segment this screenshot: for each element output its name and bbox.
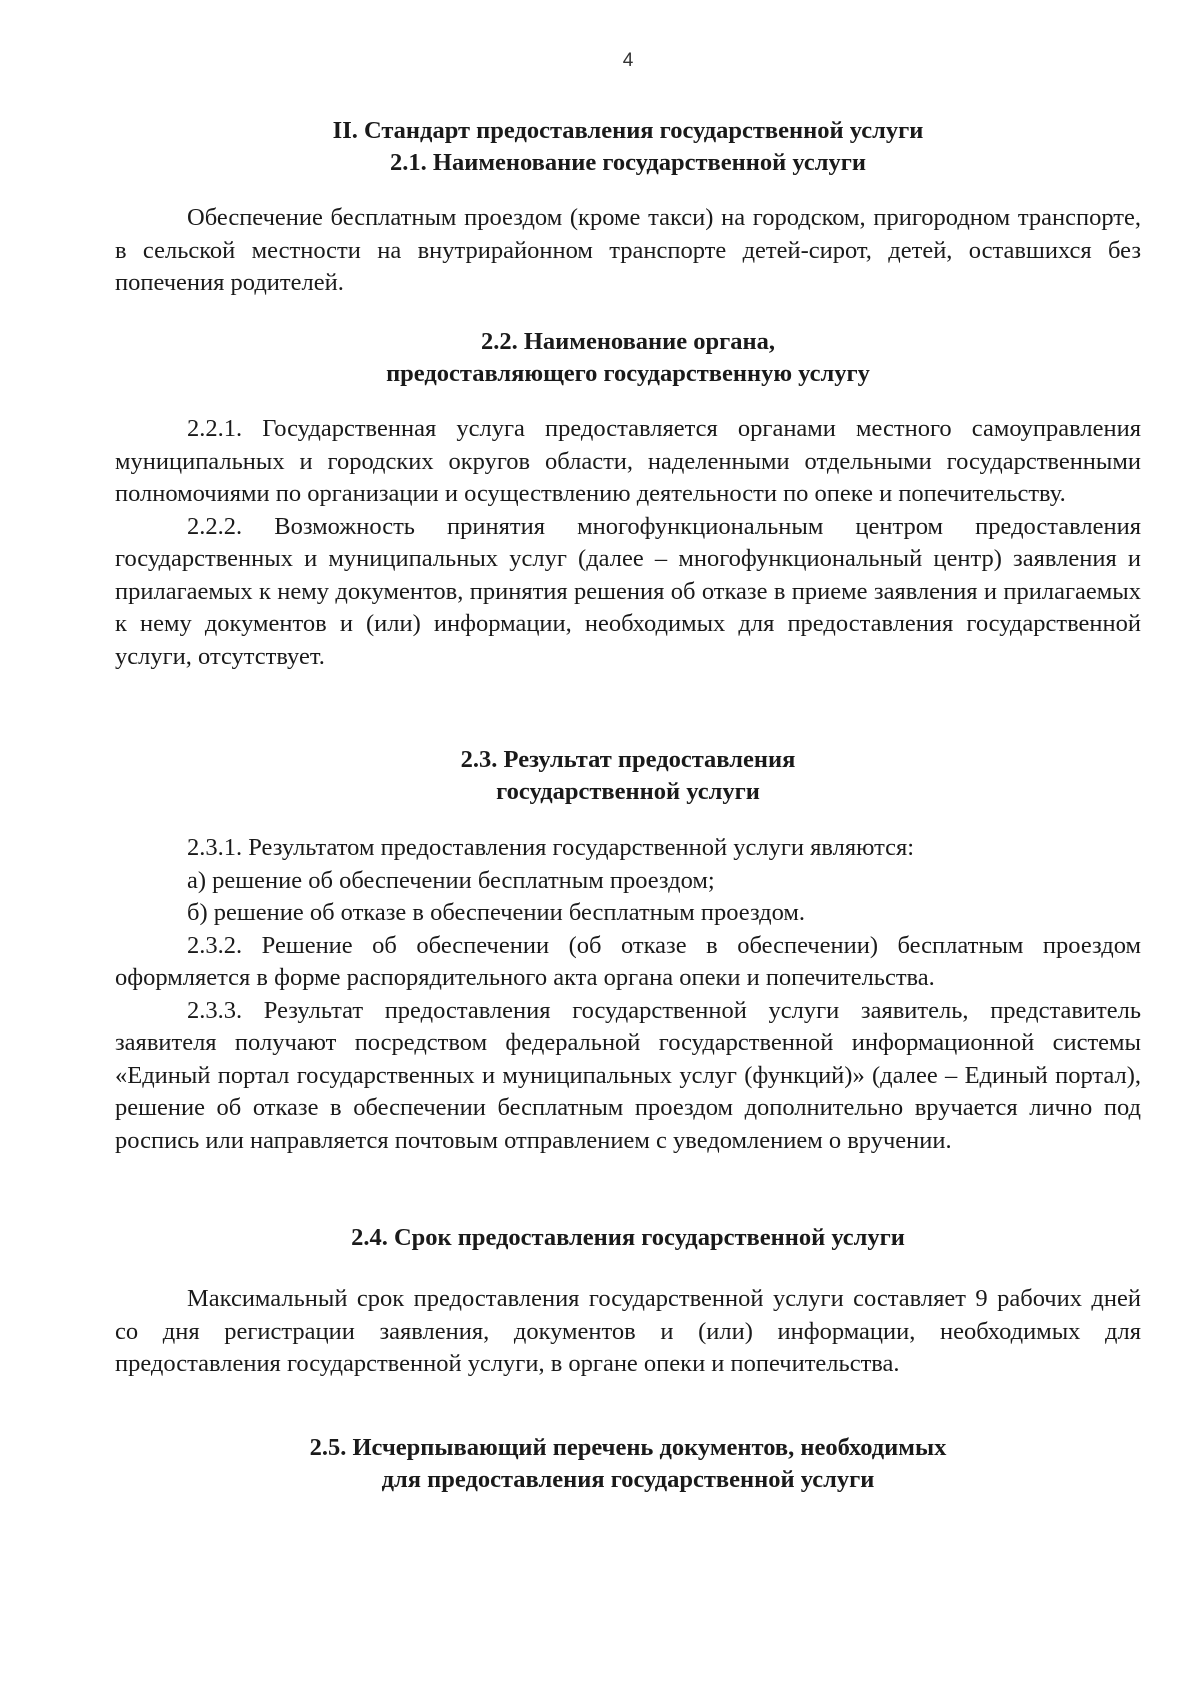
section-2-4-body bbox=[115, 1283, 1141, 1381]
heading-line: 2.4. Срок предоставления государственной услуги bbox=[351, 1224, 905, 1251]
page-number: 4 bbox=[622, 50, 634, 71]
list-item-a: а) решение об обеспечении бесплатным проездом; bbox=[187, 866, 715, 894]
section-heading bbox=[115, 326, 1141, 390]
heading-line: 2.2. Наименование органа, bbox=[480, 328, 776, 355]
list-item-b: б) решение об отказе в обеспечении бесплатным проездом. bbox=[187, 899, 806, 926]
section-heading bbox=[115, 744, 1141, 808]
section-heading bbox=[115, 115, 1141, 179]
section-heading bbox=[115, 1222, 1141, 1254]
heading-line: 2.3. Результат предоставления bbox=[460, 746, 796, 773]
paragraph-2-2-1: 2.2.1. Государственная услуга предоставляется органами местного самоуправления муниципальных и городских округов области, наделенными отдельными государственными полномочиями по организации и осуществлению деятельности по опеке и попечительству. bbox=[115, 415, 1141, 507]
paragraph: Максимальный срок предоставления государственной услуги составляет 9 рабочих дней со дня регистрации заявления, документов и (или) информации, необходимых для предоставления государственной услуги, в органе опеки и попечительства. bbox=[115, 1285, 1141, 1377]
heading-line: 2.5. Исчерпывающий перечень документов, необходимых bbox=[309, 1434, 947, 1461]
section-2-heading bbox=[115, 115, 1141, 179]
heading-line: II. Стандарт предоставления государственной услуги bbox=[332, 117, 924, 144]
section-heading bbox=[115, 1432, 1141, 1496]
heading-line: 2.1. Наименование государственной услуги bbox=[390, 149, 866, 176]
paragraph-2-2-2: 2.2.2. Возможность принятия многофункциональным центром предоставления государственных и муниципальных услуг (далее – многофункциональный центр) заявления и прилагаемых к нему документов, принятия решения об отказе в приеме заявления и прилагаемых к нему документов и (или) информации, необходимых для предоставления государственной услуги, отсутствует. bbox=[115, 512, 1141, 670]
section-2-4-heading bbox=[115, 1222, 1141, 1254]
section-2-2-heading bbox=[115, 326, 1141, 390]
section-2-2-body bbox=[115, 413, 1141, 673]
section-2-3-heading bbox=[115, 744, 1141, 808]
section-2-5-heading bbox=[115, 1432, 1141, 1496]
paragraph-2-3-1: 2.3.1. Результатом предоставления государственной услуги являются: bbox=[187, 834, 915, 861]
paragraph: Обеспечение бесплатным проездом (кроме такси) на городском, пригородном транспорте, в сельской местности на внутрирайонном транспорте детей-сирот, детей, оставшихся без попечения родителей. bbox=[115, 204, 1141, 296]
paragraph-2-3-3: 2.3.3. Результат предоставления государственной услуги заявитель, представитель заявителя получают посредством федеральной государственной информационной системы «Единый портал государственных и муниципальных услуг (функций)» (далее – Единый портал), решение об отказе в обеспечении бесплатным проездом дополнительно вручается лично под роспись или направляется почтовым отправлением с уведомлением о вручении. bbox=[115, 996, 1141, 1154]
heading-line: государственной услуги bbox=[496, 778, 760, 805]
section-2-3-body bbox=[115, 832, 1141, 1157]
paragraph-2-3-2: 2.3.2. Решение об обеспечении (об отказе в обеспечении) бесплатным проездом оформляется в форме распорядительного акта органа опеки и попечительства. bbox=[115, 931, 1141, 991]
heading-line: для предоставления государственной услуги bbox=[381, 1466, 875, 1493]
section-2-1-body bbox=[115, 202, 1141, 300]
heading-line: предоставляющего государственную услугу bbox=[386, 360, 870, 387]
